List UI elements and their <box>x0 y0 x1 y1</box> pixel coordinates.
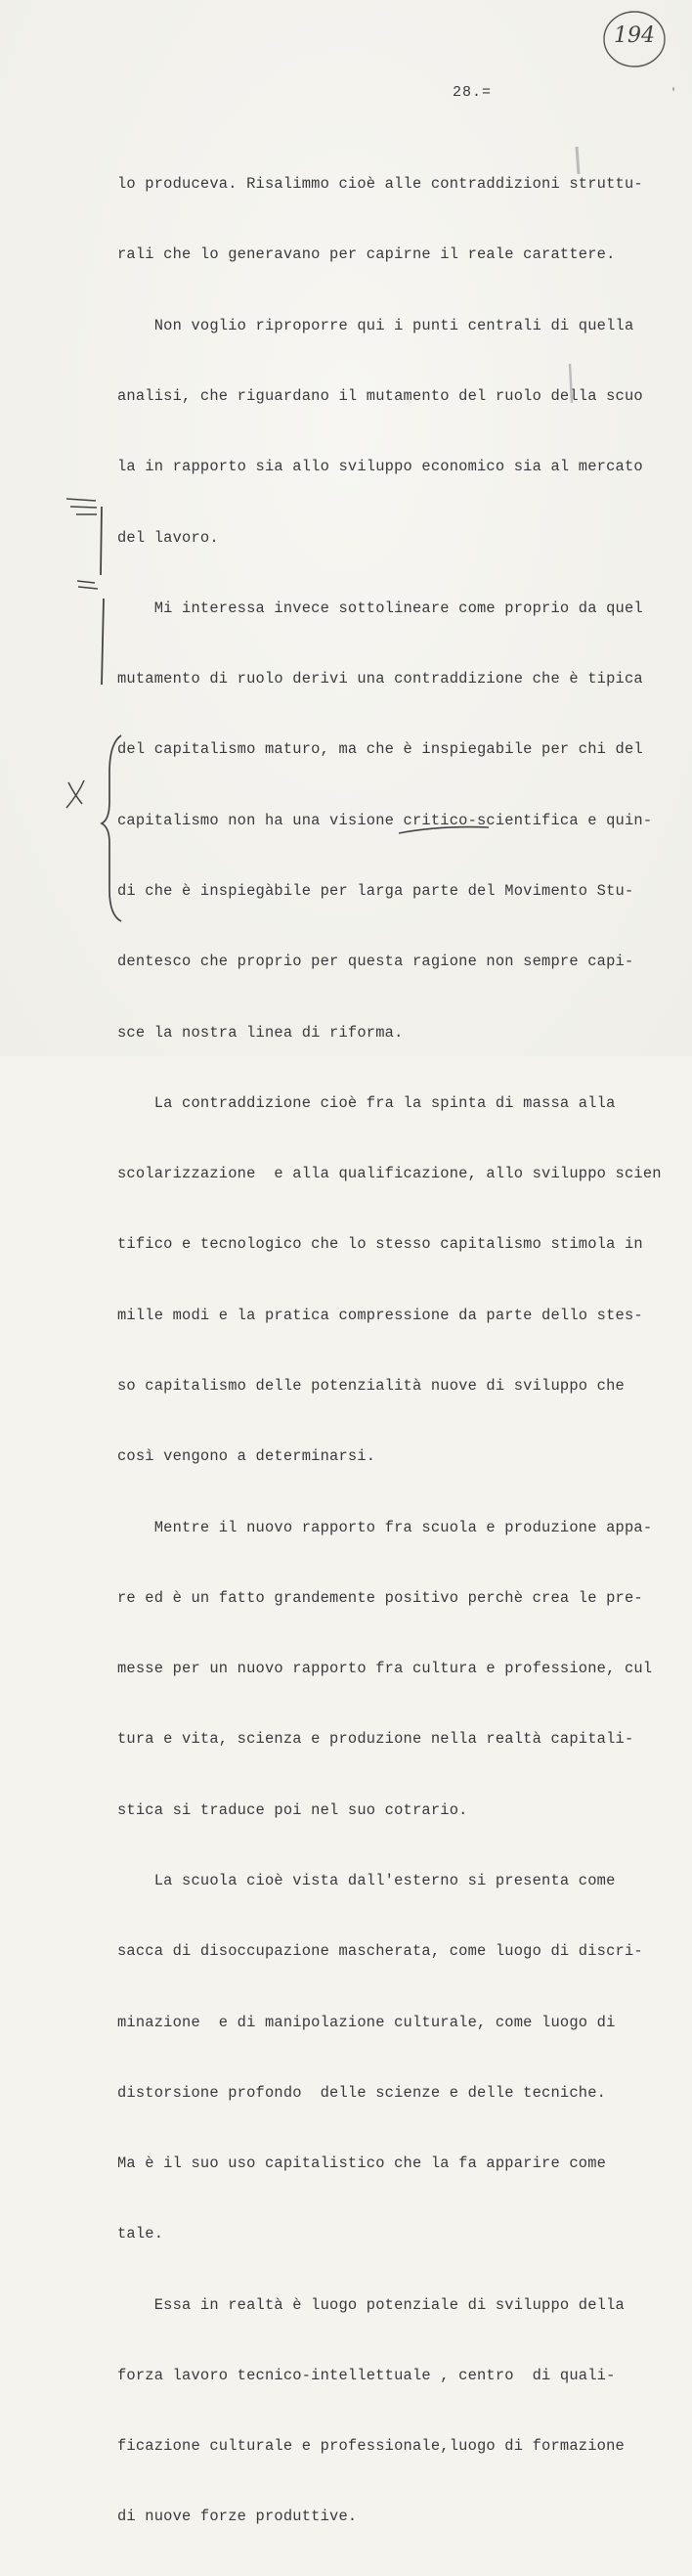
text-line: scolarizzazione e alla qualificazione, allo sviluppo scien <box>117 1165 662 1183</box>
text-line: Mi interessa invece sottolineare come proprio da quel <box>117 599 643 617</box>
archive-number-stamp <box>601 8 668 70</box>
text-line: la in rapporto sia allo sviluppo economico sia al mercato <box>117 458 643 476</box>
text-line: ficazione culturale e professionale,luogo di formazione <box>117 2437 625 2456</box>
text-line: tifico e tecnologico che lo stesso capitalismo stimola in <box>117 1235 643 1254</box>
text-line: sacca di disoccupazione mascherata, come luogo di discri- <box>117 1942 643 1961</box>
text-line: distorsione profondo delle scienze e delle tecniche. <box>117 2083 607 2102</box>
text-line: sce la nostra linea di riforma. <box>117 1023 404 1042</box>
text-line: La scuola cioè vista dall'esterno si presenta come <box>117 1871 616 1889</box>
text-line: del lavoro. <box>117 528 219 547</box>
vertical-bracket-icon <box>102 599 104 685</box>
text-line: di nuove forze produttive. <box>117 2508 358 2526</box>
text-line: messe per un nuovo rapporto fra cultura e professione, cul <box>117 1660 653 1678</box>
text-line: dentesco che proprio per questa ragione non sempre capi- <box>117 953 634 971</box>
double-dash-mark-icon <box>66 499 97 514</box>
vertical-bracket-icon <box>101 507 102 575</box>
text-line: capitalismo non ha una visione critico-scientifica e quin- <box>117 811 653 829</box>
text-line: Mentre il nuovo rapporto fra scuola e produzione appa- <box>117 1518 653 1536</box>
text-line: stica si traduce poi nel suo cotrario. <box>117 1800 468 1819</box>
double-dash-mark-icon <box>77 581 98 589</box>
text-line: tale. <box>117 2225 164 2243</box>
text-line: La contraddizione cioè fra la spinta di massa alla <box>117 1093 616 1112</box>
typewritten-body <box>117 125 662 2576</box>
text-line: analisi, che riguardano il mutamento del ruolo della scuo <box>117 387 643 406</box>
text-line: re ed è un fatto grandemente positivo perchè crea le pre- <box>117 1588 643 1607</box>
text-line: tura e vita, scienza e produzione nella realtà capitali- <box>117 1730 634 1749</box>
text-line: così vengono a determinarsi. <box>117 1447 376 1466</box>
text-line: lo produceva. Risalimmo cioè alle contraddizioni struttu- <box>117 175 643 194</box>
text-line: Ma è il suo uso capitalistico che la fa apparire come <box>117 2154 607 2173</box>
text-line: so capitalismo delle potenzialità nuove di sviluppo che <box>117 1376 625 1395</box>
text-line: Non voglio riproporre qui i punti centrali di quella <box>117 316 634 334</box>
margin-tick: ′ <box>670 88 677 99</box>
archive-number: 194 <box>614 23 655 48</box>
text-line: Essa in realtà è luogo potenziale di sviluppo della <box>117 2295 625 2314</box>
text-line: minazione e di manipolazione culturale, come luogo di <box>117 2013 616 2031</box>
text-line: del capitalismo maturo, ma che è inspiegabile per chi del <box>117 740 643 759</box>
text-line: rali che lo generavano per capirne il reale carattere. <box>117 245 616 264</box>
text-line: di che è inspiegàbile per larga parte del Movimento Stu- <box>117 882 634 900</box>
text-line: mutamento di ruolo derivi una contraddizione che è tipica <box>117 670 643 688</box>
page-number: 28.= <box>453 84 493 101</box>
x-mark-icon <box>66 780 84 808</box>
text-line: mille modi e la pratica compressione da parte dello stes- <box>117 1306 643 1324</box>
text-line: forza lavoro tecnico-intellettuale , centro di quali- <box>117 2366 616 2384</box>
